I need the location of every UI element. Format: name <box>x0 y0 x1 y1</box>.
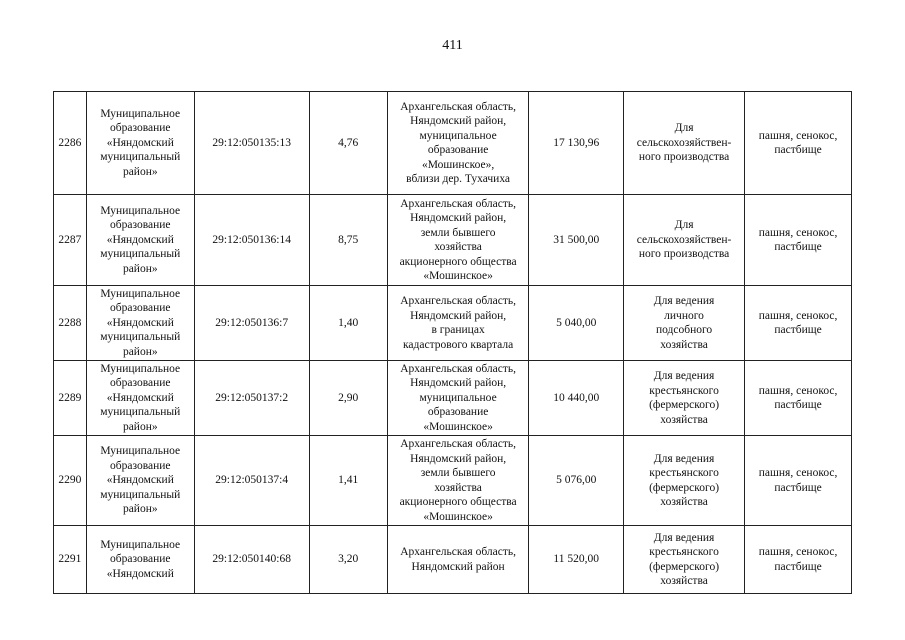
row-number-cell: 2288 <box>54 286 87 361</box>
cadastral-value-cell: 11 520,00 <box>529 526 623 594</box>
owner-cell <box>86 195 194 286</box>
row-number-cell: 2286 <box>54 92 87 195</box>
permitted-use-line: Для <box>674 219 694 232</box>
cadastral-value-cell: 31 500,00 <box>529 195 623 286</box>
cadastral-number-cell: 29:12:050136:14 <box>194 195 309 286</box>
address-line: земли бывшего <box>420 467 496 479</box>
owner-line: Муниципальное <box>100 445 181 458</box>
permitted-use-line: Для ведения <box>653 295 715 307</box>
owner-cell <box>86 286 194 361</box>
address-line: «Мошинское», <box>421 158 495 171</box>
owner-line: Муниципальное <box>100 107 181 120</box>
cadastral-number-cell: 29:12:050137:2 <box>194 361 309 436</box>
address-line: муниципальное <box>419 391 497 404</box>
permitted-use-line: подсобного <box>655 324 713 336</box>
row-number-cell: 2290 <box>54 436 87 526</box>
address-line: Архангельская область, <box>400 362 516 375</box>
owner-line: «Няндомский <box>106 316 174 329</box>
land-type-cell <box>745 92 852 195</box>
cadastral-value-cell: 10 440,00 <box>529 361 623 436</box>
address-line: Няндомский район, <box>410 452 507 465</box>
owner-line: муниципальный <box>100 248 181 261</box>
land-type-cell <box>745 436 852 526</box>
address-line: вблизи дер. Тухачиха <box>406 173 511 185</box>
table-row <box>54 436 852 526</box>
land-type-line: пастбище <box>774 324 822 336</box>
owner-line: район» <box>122 420 158 433</box>
address-line: Няндомский район <box>411 560 505 573</box>
permitted-use-line: (фермерского) <box>649 481 720 494</box>
row-number-cell: 2291 <box>54 526 87 594</box>
land-type-line: пастбище <box>774 481 822 494</box>
cadastral-value-cell: 5 040,00 <box>529 286 623 361</box>
land-type-line: пашня, сенокос, <box>758 384 838 397</box>
owner-line: образование <box>110 459 171 472</box>
permitted-use-cell <box>623 526 744 594</box>
permitted-use-cell <box>623 92 744 195</box>
address-line: Архангельская область, <box>400 295 516 307</box>
address-line: образование <box>427 406 489 419</box>
address-line: акционерного общества <box>399 496 517 508</box>
land-type-cell <box>745 526 852 594</box>
cadastral-number-cell: 29:12:050135:13 <box>194 92 309 195</box>
table-row <box>54 195 852 286</box>
address-cell <box>387 286 529 361</box>
address-line: Няндомский район, <box>410 115 507 127</box>
table-row <box>54 361 852 436</box>
address-line: Архангельская область, <box>400 546 516 558</box>
table-row <box>54 286 852 361</box>
owner-cell <box>86 436 194 526</box>
land-type-line: пашня, сенокос, <box>758 129 838 142</box>
address-cell <box>387 526 529 594</box>
owner-line: район» <box>122 503 158 516</box>
area-cell: 4,76 <box>309 92 387 195</box>
owner-cell <box>86 526 194 594</box>
address-line: хозяйства <box>434 241 482 253</box>
permitted-use-line: сельскохозяйствен- <box>636 233 732 246</box>
address-line: акционерного общества <box>399 255 517 268</box>
land-type-cell <box>745 361 852 436</box>
owner-line: муниципальный <box>100 331 181 344</box>
permitted-use-cell <box>623 286 744 361</box>
address-line: в границах <box>431 324 485 336</box>
owner-line: Муниципальное <box>100 204 181 217</box>
address-line: Няндомский район, <box>410 309 507 322</box>
land-type-cell <box>745 195 852 286</box>
owner-line: образование <box>110 377 171 390</box>
owner-line: Муниципальное <box>100 538 181 551</box>
owner-line: муниципальный <box>100 406 181 419</box>
owner-line: «Няндомский <box>106 567 174 580</box>
permitted-use-line: хозяйства <box>660 575 708 587</box>
area-cell: 3,20 <box>309 526 387 594</box>
address-line: Няндомский район, <box>410 377 507 390</box>
address-line: «Мошинское» <box>423 420 493 433</box>
area-cell: 1,41 <box>309 436 387 526</box>
address-cell <box>387 436 529 526</box>
permitted-use-line: хозяйства <box>660 496 708 508</box>
owner-cell <box>86 361 194 436</box>
address-line: Няндомский район, <box>410 212 507 224</box>
permitted-use-line: крестьянского <box>649 384 719 397</box>
owner-line: район» <box>122 165 158 178</box>
owner-line: «Няндомский <box>106 233 174 246</box>
area-cell: 2,90 <box>309 361 387 436</box>
address-line: Архангельская область, <box>400 438 516 450</box>
land-type-line: пастбище <box>774 399 822 411</box>
permitted-use-line: сельскохозяйствен- <box>636 136 732 149</box>
address-line: хозяйства <box>434 481 482 494</box>
land-type-cell <box>745 286 852 361</box>
owner-line: образование <box>110 122 171 135</box>
address-line: Архангельская область, <box>400 100 516 113</box>
permitted-use-cell <box>623 361 744 436</box>
owner-line: «Няндомский <box>106 136 174 149</box>
address-line: Архангельская область, <box>400 197 516 210</box>
address-line: образование <box>427 144 489 156</box>
table-row <box>54 526 852 594</box>
owner-line: район» <box>122 345 158 358</box>
cadastral-number-cell: 29:12:050136:7 <box>194 286 309 361</box>
owner-line: район» <box>122 262 158 275</box>
owner-line: Муниципальное <box>100 287 181 300</box>
row-number-cell: 2287 <box>54 195 87 286</box>
owner-line: муниципальный <box>100 151 181 164</box>
permitted-use-line: личного <box>664 309 704 322</box>
owner-line: образование <box>110 553 171 566</box>
cadastral-number-cell: 29:12:050137:4 <box>194 436 309 526</box>
permitted-use-cell <box>623 195 744 286</box>
owner-line: образование <box>110 219 171 232</box>
land-type-line: пашня, сенокос, <box>758 226 838 239</box>
permitted-use-line: Для ведения <box>653 531 715 544</box>
page-number: 411 <box>442 38 463 53</box>
address-cell <box>387 361 529 436</box>
row-number-cell: 2289 <box>54 361 87 436</box>
permitted-use-line: ного производства <box>638 151 730 164</box>
owner-line: «Няндомский <box>106 391 174 404</box>
cadastral-number-cell: 29:12:050140:68 <box>194 526 309 594</box>
table-row <box>54 92 852 195</box>
owner-line: образование <box>110 302 171 315</box>
permitted-use-line: хозяйства <box>660 413 708 426</box>
address-cell <box>387 92 529 195</box>
address-line: «Мошинское» <box>423 270 493 282</box>
land-type-line: пашня, сенокос, <box>758 467 838 479</box>
permitted-use-line: крестьянского <box>649 546 719 558</box>
permitted-use-line: хозяйства <box>660 338 708 351</box>
permitted-use-line: крестьянского <box>649 467 719 479</box>
address-line: муниципальное <box>419 129 497 142</box>
permitted-use-line: Для <box>674 122 694 135</box>
land-type-line: пастбище <box>774 144 822 156</box>
permitted-use-cell <box>623 436 744 526</box>
land-type-line: пастбище <box>774 241 822 253</box>
land-type-line: пастбище <box>774 560 822 573</box>
owner-line: муниципальный <box>100 488 181 501</box>
owner-cell <box>86 92 194 195</box>
permitted-use-line: Для ведения <box>653 370 715 382</box>
address-line: кадастрового квартала <box>403 338 514 351</box>
cadastral-value-cell: 5 076,00 <box>529 436 623 526</box>
cadastral-value-cell: 17 130,96 <box>529 92 623 195</box>
land-plots-table <box>53 91 852 594</box>
land-type-line: пашня, сенокос, <box>758 546 838 558</box>
address-line: земли бывшего <box>420 226 496 239</box>
land-type-line: пашня, сенокос, <box>758 309 838 322</box>
permitted-use-line: ного производства <box>638 248 730 261</box>
permitted-use-line: (фермерского) <box>649 399 720 411</box>
area-cell: 1,40 <box>309 286 387 361</box>
owner-line: Муниципальное <box>100 362 181 375</box>
address-line: «Мошинское» <box>423 510 493 523</box>
permitted-use-line: (фермерского) <box>649 560 720 573</box>
owner-line: «Няндомский <box>106 474 174 487</box>
area-cell: 8,75 <box>309 195 387 286</box>
permitted-use-line: Для ведения <box>653 452 715 465</box>
address-cell <box>387 195 529 286</box>
